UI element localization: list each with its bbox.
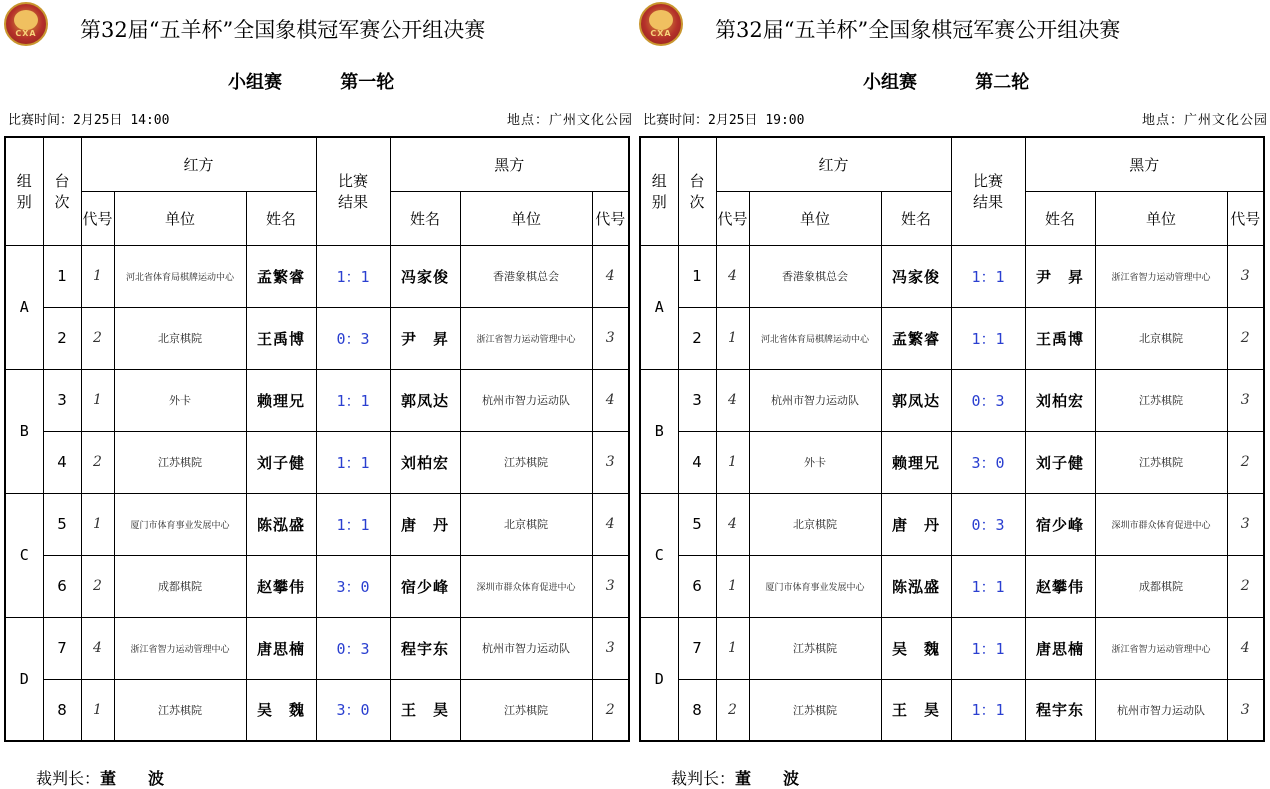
table-row bbox=[5, 679, 629, 741]
black-player-name: 王 昊 bbox=[390, 679, 460, 741]
black-player-name: 刘子健 bbox=[1025, 431, 1095, 493]
match-result: 1：1 bbox=[316, 431, 390, 493]
red-player-name: 陈泓盛 bbox=[246, 493, 316, 555]
red-code: 1 bbox=[716, 555, 749, 617]
match-result: 1：1 bbox=[951, 679, 1025, 741]
black-code: 2 bbox=[1227, 555, 1264, 617]
red-code: 1 bbox=[81, 245, 114, 307]
match-result: 0：3 bbox=[951, 369, 1025, 431]
table-number: 3 bbox=[678, 369, 716, 431]
black-name-header: 姓名 bbox=[390, 191, 460, 245]
group-cell: D bbox=[640, 617, 678, 741]
red-code: 4 bbox=[81, 617, 114, 679]
table-row bbox=[640, 431, 1264, 493]
red-unit: 江苏棋院 bbox=[749, 617, 881, 679]
black-unit: 江苏棋院 bbox=[460, 431, 592, 493]
red-player-name: 孟繁睿 bbox=[881, 307, 951, 369]
event-title: 第32届“五羊杯”全国象棋冠军赛公开组决赛 bbox=[715, 18, 1121, 42]
table-row bbox=[5, 307, 629, 369]
table-row bbox=[5, 555, 629, 617]
table-row bbox=[640, 679, 1264, 741]
black-player-name: 刘柏宏 bbox=[390, 431, 460, 493]
match-result: 1：1 bbox=[951, 617, 1025, 679]
red-code: 4 bbox=[716, 493, 749, 555]
chief-referee: 裁判长：董 波 bbox=[671, 769, 808, 788]
red-code: 1 bbox=[81, 679, 114, 741]
red-player-name: 吴 魏 bbox=[246, 679, 316, 741]
table-number: 4 bbox=[678, 431, 716, 493]
black-player-name: 郭凤达 bbox=[390, 369, 460, 431]
group-cell: B bbox=[640, 369, 678, 493]
cxa-logo-icon: CXA bbox=[4, 2, 48, 46]
red-player-name: 王 昊 bbox=[881, 679, 951, 741]
black-player-name: 唐 丹 bbox=[390, 493, 460, 555]
match-result: 3：0 bbox=[316, 679, 390, 741]
red-player-name: 王禹博 bbox=[246, 307, 316, 369]
black-unit: 北京棋院 bbox=[1095, 307, 1227, 369]
red-code: 4 bbox=[716, 369, 749, 431]
red-code: 1 bbox=[716, 431, 749, 493]
black-code: 4 bbox=[592, 493, 629, 555]
red-unit: 浙江省智力运动管理中心 bbox=[114, 617, 246, 679]
pairing-table bbox=[639, 136, 1265, 742]
table-number: 8 bbox=[43, 679, 81, 741]
black-unit: 北京棋院 bbox=[460, 493, 592, 555]
red-code-header: 代号 bbox=[716, 191, 749, 245]
black-code: 3 bbox=[592, 307, 629, 369]
table-no-header: 台 次 bbox=[678, 137, 716, 245]
red-code: 4 bbox=[716, 245, 749, 307]
red-unit-header: 单位 bbox=[114, 191, 246, 245]
black-player-name: 唐思楠 bbox=[1025, 617, 1095, 679]
red-unit: 成都棋院 bbox=[114, 555, 246, 617]
red-player-name: 郭凤达 bbox=[881, 369, 951, 431]
red-unit: 北京棋院 bbox=[114, 307, 246, 369]
table-number: 7 bbox=[43, 617, 81, 679]
table-row bbox=[640, 307, 1264, 369]
red-side-header: 红方 bbox=[716, 137, 951, 191]
table-row bbox=[640, 555, 1264, 617]
match-result: 1：1 bbox=[316, 493, 390, 555]
group-cell: D bbox=[5, 617, 43, 741]
black-unit-header: 单位 bbox=[460, 191, 592, 245]
red-player-name: 陈泓盛 bbox=[881, 555, 951, 617]
black-code: 4 bbox=[592, 245, 629, 307]
match-result: 1：1 bbox=[951, 245, 1025, 307]
black-unit: 浙江省智力运动管理中心 bbox=[1095, 245, 1227, 307]
black-code: 4 bbox=[1227, 617, 1264, 679]
table-row bbox=[5, 431, 629, 493]
table-number: 7 bbox=[678, 617, 716, 679]
event-title: 第32届“五羊杯”全国象棋冠军赛公开组决赛 bbox=[80, 18, 486, 42]
black-unit: 杭州市智力运动队 bbox=[460, 369, 592, 431]
result-header: 比赛 结果 bbox=[951, 137, 1025, 245]
red-unit: 香港象棋总会 bbox=[749, 245, 881, 307]
red-unit: 杭州市智力运动队 bbox=[749, 369, 881, 431]
red-unit: 河北省体育局棋牌运动中心 bbox=[114, 245, 246, 307]
red-code: 1 bbox=[716, 307, 749, 369]
round-1-sheet bbox=[0, 0, 635, 788]
group-cell: A bbox=[5, 245, 43, 369]
match-result: 3：0 bbox=[316, 555, 390, 617]
round-label: 第二轮 bbox=[975, 72, 1030, 93]
red-player-name: 唐思楠 bbox=[246, 617, 316, 679]
black-unit: 成都棋院 bbox=[1095, 555, 1227, 617]
black-unit: 浙江省智力运动管理中心 bbox=[1095, 617, 1227, 679]
round-heading bbox=[863, 68, 1029, 94]
black-unit: 江苏棋院 bbox=[1095, 369, 1227, 431]
table-row bbox=[640, 369, 1264, 431]
black-code: 3 bbox=[592, 431, 629, 493]
red-player-name: 孟繁睿 bbox=[246, 245, 316, 307]
black-unit: 杭州市智力运动队 bbox=[460, 617, 592, 679]
red-unit-header: 单位 bbox=[749, 191, 881, 245]
red-code: 2 bbox=[716, 679, 749, 741]
red-code: 1 bbox=[716, 617, 749, 679]
table-number: 8 bbox=[678, 679, 716, 741]
black-unit: 深圳市群众体育促进中心 bbox=[1095, 493, 1227, 555]
stage-label: 小组赛 bbox=[863, 72, 917, 93]
black-code: 3 bbox=[1227, 679, 1264, 741]
red-name-header: 姓名 bbox=[881, 191, 951, 245]
black-name-header: 姓名 bbox=[1025, 191, 1095, 245]
table-number: 4 bbox=[43, 431, 81, 493]
stage-label: 小组赛 bbox=[228, 72, 282, 93]
black-code: 4 bbox=[592, 369, 629, 431]
match-result: 0：3 bbox=[951, 493, 1025, 555]
table-row bbox=[5, 245, 629, 307]
red-code: 1 bbox=[81, 369, 114, 431]
black-code: 2 bbox=[592, 679, 629, 741]
red-unit: 江苏棋院 bbox=[114, 431, 246, 493]
group-cell: A bbox=[640, 245, 678, 369]
black-side-header: 黑方 bbox=[1025, 137, 1264, 191]
black-player-name: 宿少峰 bbox=[1025, 493, 1095, 555]
red-code: 2 bbox=[81, 307, 114, 369]
red-code: 2 bbox=[81, 431, 114, 493]
group-cell: C bbox=[640, 493, 678, 617]
match-result: 1：1 bbox=[316, 369, 390, 431]
red-code: 1 bbox=[81, 493, 114, 555]
red-unit: 外卡 bbox=[114, 369, 246, 431]
pairing-table bbox=[4, 136, 630, 742]
black-code: 3 bbox=[592, 555, 629, 617]
red-code: 2 bbox=[81, 555, 114, 617]
match-result: 0：3 bbox=[316, 617, 390, 679]
round-2-sheet bbox=[635, 0, 1270, 788]
table-number: 5 bbox=[43, 493, 81, 555]
table-no-header: 台 次 bbox=[43, 137, 81, 245]
red-unit: 江苏棋院 bbox=[114, 679, 246, 741]
red-unit: 厦门市体育事业发展中心 bbox=[114, 493, 246, 555]
black-unit: 香港象棋总会 bbox=[460, 245, 592, 307]
match-meta bbox=[643, 109, 1268, 127]
black-player-name: 刘柏宏 bbox=[1025, 369, 1095, 431]
group-cell: B bbox=[5, 369, 43, 493]
red-player-name: 冯家俊 bbox=[881, 245, 951, 307]
black-unit: 深圳市群众体育促进中心 bbox=[460, 555, 592, 617]
round-heading bbox=[228, 68, 394, 94]
black-code: 2 bbox=[1227, 431, 1264, 493]
match-result: 0：3 bbox=[316, 307, 390, 369]
table-row bbox=[5, 493, 629, 555]
red-player-name: 吴 魏 bbox=[881, 617, 951, 679]
black-unit: 江苏棋院 bbox=[1095, 431, 1227, 493]
chief-referee: 裁判长：董 波 bbox=[36, 769, 173, 788]
result-header: 比赛 结果 bbox=[316, 137, 390, 245]
red-player-name: 唐 丹 bbox=[881, 493, 951, 555]
match-time: 比赛时间：2月25日 19:00 bbox=[643, 113, 805, 128]
red-unit: 厦门市体育事业发展中心 bbox=[749, 555, 881, 617]
match-result: 3：0 bbox=[951, 431, 1025, 493]
match-result: 1：1 bbox=[951, 555, 1025, 617]
black-player-name: 尹 昇 bbox=[1025, 245, 1095, 307]
black-player-name: 宿少峰 bbox=[390, 555, 460, 617]
black-code: 3 bbox=[1227, 245, 1264, 307]
match-time: 比赛时间：2月25日 14:00 bbox=[8, 113, 170, 128]
table-number: 5 bbox=[678, 493, 716, 555]
black-unit: 杭州市智力运动队 bbox=[1095, 679, 1227, 741]
black-code: 3 bbox=[1227, 493, 1264, 555]
table-number: 1 bbox=[678, 245, 716, 307]
match-place: 地点：广州文化公园 bbox=[506, 113, 633, 128]
table-row bbox=[640, 245, 1264, 307]
red-unit: 北京棋院 bbox=[749, 493, 881, 555]
black-code: 3 bbox=[592, 617, 629, 679]
black-player-name: 赵攀伟 bbox=[1025, 555, 1095, 617]
black-code: 3 bbox=[1227, 369, 1264, 431]
table-number: 3 bbox=[43, 369, 81, 431]
red-code-header: 代号 bbox=[81, 191, 114, 245]
black-side-header: 黑方 bbox=[390, 137, 629, 191]
black-player-name: 程宇东 bbox=[1025, 679, 1095, 741]
red-unit: 江苏棋院 bbox=[749, 679, 881, 741]
group-header: 组 别 bbox=[640, 137, 678, 245]
red-name-header: 姓名 bbox=[246, 191, 316, 245]
red-player-name: 赵攀伟 bbox=[246, 555, 316, 617]
black-player-name: 王禹博 bbox=[1025, 307, 1095, 369]
red-player-name: 刘子健 bbox=[246, 431, 316, 493]
group-header: 组 别 bbox=[5, 137, 43, 245]
table-row bbox=[5, 369, 629, 431]
red-player-name: 赖理兄 bbox=[881, 431, 951, 493]
group-cell: C bbox=[5, 493, 43, 617]
black-code: 2 bbox=[1227, 307, 1264, 369]
black-code-header: 代号 bbox=[592, 191, 629, 245]
black-unit: 浙江省智力运动管理中心 bbox=[460, 307, 592, 369]
cxa-logo-icon: CXA bbox=[639, 2, 683, 46]
black-player-name: 尹 昇 bbox=[390, 307, 460, 369]
table-row bbox=[5, 617, 629, 679]
red-side-header: 红方 bbox=[81, 137, 316, 191]
black-player-name: 程宇东 bbox=[390, 617, 460, 679]
table-row bbox=[640, 493, 1264, 555]
red-unit: 河北省体育局棋牌运动中心 bbox=[749, 307, 881, 369]
match-result: 1：1 bbox=[316, 245, 390, 307]
table-number: 2 bbox=[678, 307, 716, 369]
black-unit: 江苏棋院 bbox=[460, 679, 592, 741]
match-result: 1：1 bbox=[951, 307, 1025, 369]
black-player-name: 冯家俊 bbox=[390, 245, 460, 307]
table-number: 1 bbox=[43, 245, 81, 307]
table-row bbox=[640, 617, 1264, 679]
table-number: 6 bbox=[678, 555, 716, 617]
match-meta bbox=[8, 109, 633, 127]
red-unit: 外卡 bbox=[749, 431, 881, 493]
table-number: 2 bbox=[43, 307, 81, 369]
table-number: 6 bbox=[43, 555, 81, 617]
black-code-header: 代号 bbox=[1227, 191, 1264, 245]
match-place: 地点：广州文化公园 bbox=[1141, 113, 1268, 128]
red-player-name: 赖理兄 bbox=[246, 369, 316, 431]
black-unit-header: 单位 bbox=[1095, 191, 1227, 245]
round-label: 第一轮 bbox=[340, 72, 395, 93]
